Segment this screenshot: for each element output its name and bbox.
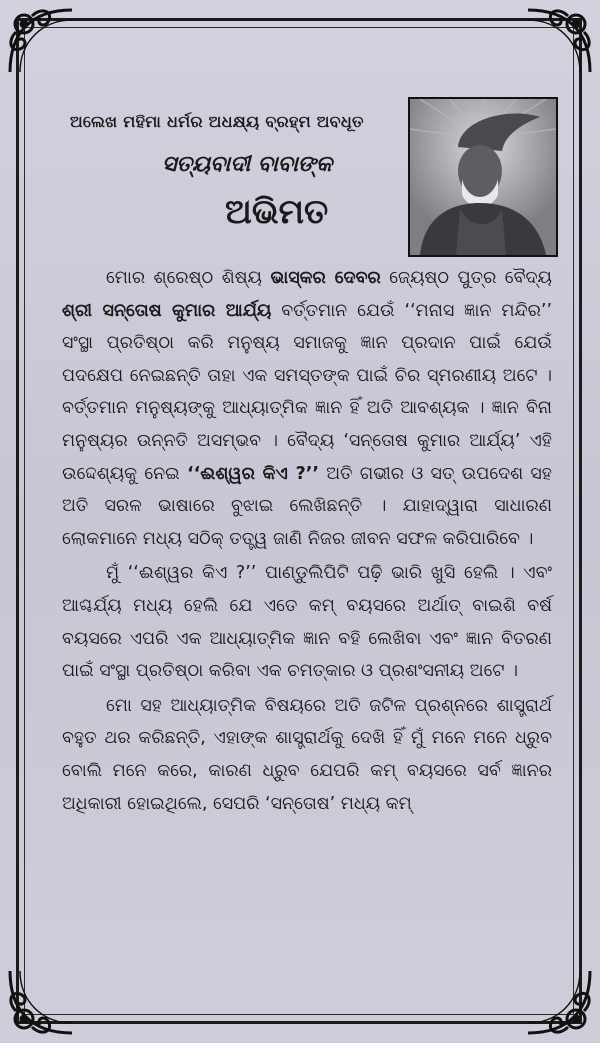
ornamental-corner-icon [2, 2, 80, 80]
ornamental-corner-icon [520, 963, 598, 1041]
page-title: ଅଭିମତ [225, 192, 329, 232]
paragraph-1: ମୋର ଶ୍ରେଷ୍ଠ ଶିଷ୍ୟ ଭାସ୍କର ଦେବର ଜ୍ୟେଷ୍ଠ ପୁତ୍ର ବୈଦ୍ୟ ଶ୍ରୀ ସନ୍ତୋଷ କୁମାର ଆର୍ଯ୍ୟ ବର୍ତ୍ତମାନ ଯେଉଁ ‘‘ମନାସ ଜ୍ଞାନ ମନ୍ଦିର’’ ସଂସ୍ଥା ପ୍ରତିଷ୍ଠା କରି ମନୁଷ୍ୟ ସମାଜକୁ ଜ୍ଞାନ ପ୍ରଦାନ ପାଇଁ ଯେଉଁ ପଦକ୍ଷେପ ନେଇଛନ୍ତି ତାହା ଏକ ସମସ୍ତଙ୍କ ପାଇଁ ଚିର ସ୍ମରଣୀୟ ଅଟେ । ବର୍ତ୍ତମାନ ମନୁଷ୍ୟଙ୍କୁ ଆଧ୍ୟାତ୍ମିକ ଜ୍ଞାନ ହିଁ ଅତି ଆବଶ୍ୟକ । ଜ୍ଞାନ ବିନା ମନୁଷ୍ୟର ଉନ୍ନତି ଅସମ୍ଭବ । ବୈଦ୍ୟ ‘ସନ୍ତୋଷ କୁମାର ଆର୍ଯ୍ୟ’ ଏହି ଉଦ୍ଦେଶ୍ୟକୁ ନେଇ ‘‘ଈଶ୍ୱର କିଏ ?’’ ଅତି ଗଭୀର ଓ ସତ୍ ଉପଦେଶ ସହ ଅତି ସରଳ ଭାଷାରେ ବୁଝାଇ ଲେଖିଛନ୍ତି । ଯାହାଦ୍ୱାରା ସାଧାରଣ ଲୋକମାନେ ମଧ୍ୟ ସଠିକ୍ ତତ୍ତ୍ୱ ଜାଣି ନିଜର ଜୀବନ ସଫଳ କରିପାରିବେ । [62, 268, 553, 549]
header-name: ସତ୍ୟବାଦୀ ବାବାଙ୍କ [162, 152, 333, 177]
paragraph-2: ମୁଁ ‘‘ଈଶ୍ୱର କିଏ ?’’ ପାଣ୍ଡୁଲିପିଟି ପଢ଼ି ଭାରି ଖୁସି ହେଲି । ଏବଂ ଆଶ୍ଚର୍ଯ୍ୟ ମଧ୍ୟ ହେଲି ଯେ ଏତେ କମ୍ ବୟସରେ ଅର୍ଥାତ୍ ବାଇଶି ବର୍ଷ ବୟସରେ ଏପରି ଏକ ଆଧ୍ୟାତ୍ମିକ ଜ୍ଞାନ ବହି ଲେଖିବା ଏବଂ ଜ୍ଞାନ ବିତରଣ ପାଇଁ ସଂସ୍ଥା ପ୍ରତିଷ୍ଠା କରିବା ଏକ ଚମତ୍କାର ଓ ପ୍ରଶଂସନୀୟ ଅଟେ । [62, 563, 552, 682]
paragraph-3: ମୋ ସହ ଆଧ୍ୟାତ୍ମିକ ବିଷୟରେ ଅତି ଜଟିଳ ପ୍ରଶ୍ନରେ ଶାସ୍ତ୍ରାର୍ଥ ବହୁତ ଥର କରିଛନ୍ତି, ଏହାଙ୍କ ଶାସ୍ତ୍ରାର୍ଥକୁ ଦେଖି ହିଁ ମୁଁ ମନେ ମନେ ଧ୍ରୁବ ବୋଲି ମନେ କରେ, କାରଣ ଧ୍ରୁବ ଯେପରି କମ୍ ବୟସରେ ସର୍ବ ଜ୍ଞାନର ଅଧିକାରୀ ହୋଇଥିଲେ, ସେପରି ‘ସନ୍ତୋଷ’ ମଧ୍ୟ କମ୍ [62, 695, 552, 814]
ornamental-corner-icon [520, 2, 598, 80]
ornamental-corner-icon [2, 963, 80, 1041]
header-subtitle: ଅଲେଖ ମହିମା ଧର୍ମର ଅଧକ୍ଷ୍ୟ ବ୍ରହ୍ମ ଅବଧୂତ [70, 112, 364, 131]
testimonial-body [62, 262, 552, 820]
portrait-photo [408, 97, 558, 257]
